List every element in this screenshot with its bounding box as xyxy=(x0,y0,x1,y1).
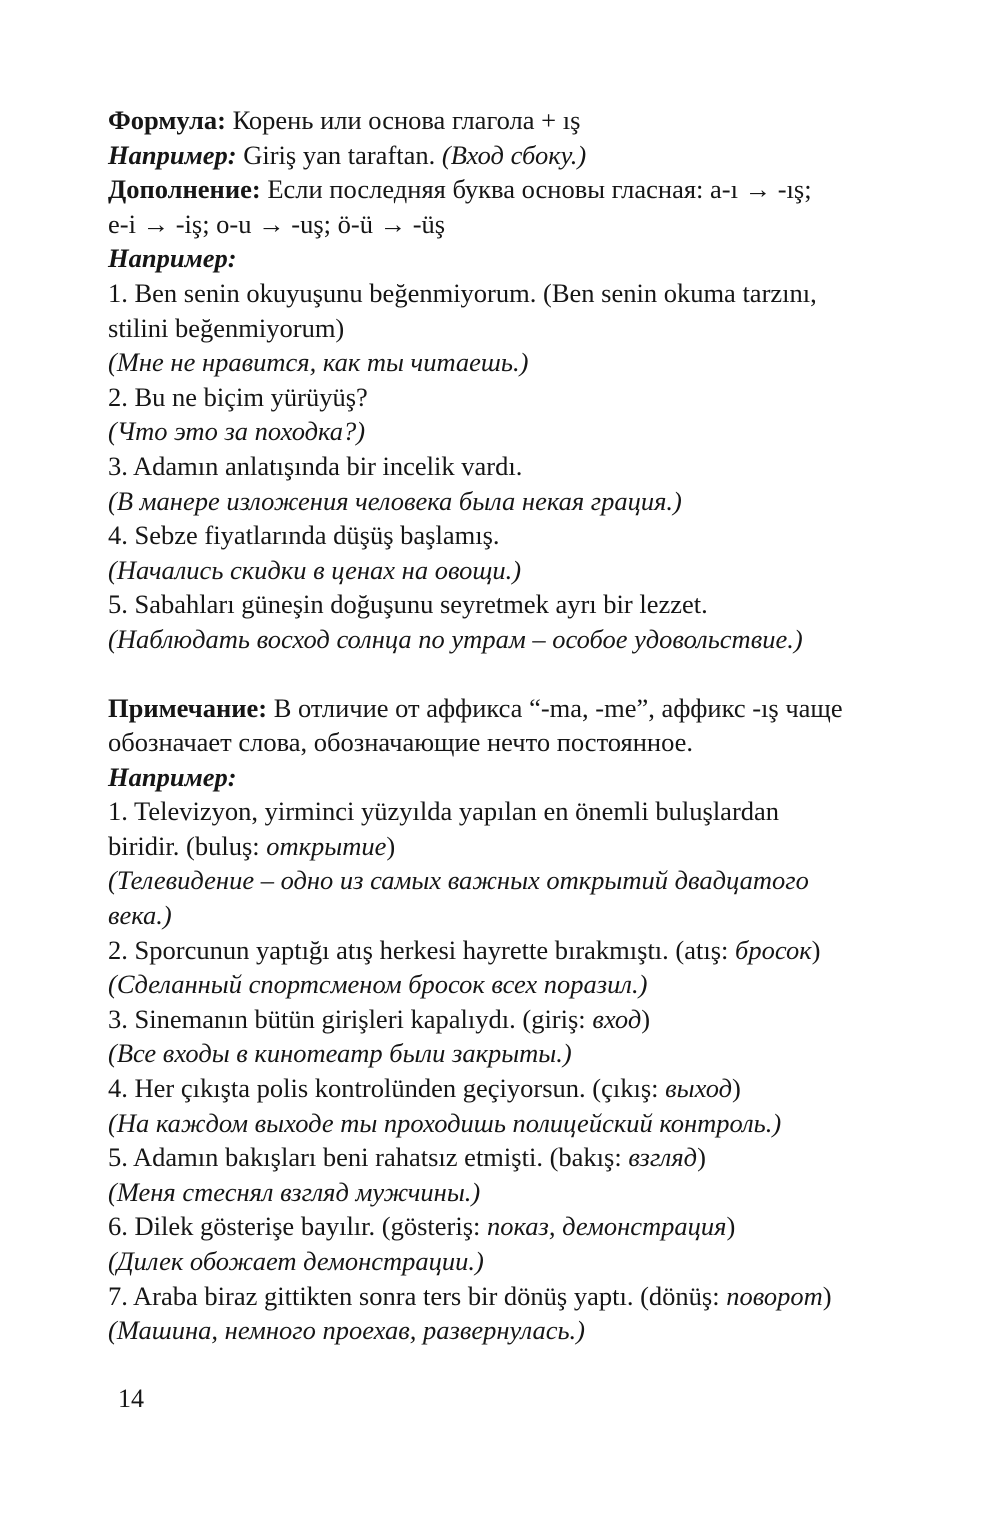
formula-line xyxy=(108,103,948,138)
example-1-ru: (Мне не нравится, как ты читаешь.) xyxy=(108,347,529,378)
note-example-1-tail: ) xyxy=(386,830,396,861)
note-example-1-tr-b xyxy=(108,829,948,864)
note-example-5-tail: ) xyxy=(697,1142,706,1173)
note-label: Примечание: xyxy=(108,692,268,723)
example-2-ru: (Что это за походка?) xyxy=(108,416,366,447)
note-example-1-ru-b: века.) xyxy=(108,900,172,931)
note-example-4-tr xyxy=(108,1071,948,1106)
addition-line-2: e-i → -iş; o-u → -uş; ö-ü → -üş xyxy=(108,208,446,239)
formula-text: Корень или основа глагола + ış xyxy=(225,105,581,135)
addition-text: Если последняя буква основы гласная: a-ı → -ış; xyxy=(260,174,812,205)
note-example-7-ru: (Машина, немного проехав, развернулась.) xyxy=(108,1315,585,1346)
page-number: 14 xyxy=(118,1384,144,1413)
note-example-2-tail: ) xyxy=(811,934,821,965)
note-example-2-ru: (Сделанный спортсменом бросок всех поразил.) xyxy=(108,969,648,1000)
example-3-ru: (В манере изложения человека была некая грация.) xyxy=(108,485,682,516)
note-example-7-tr-text: 7. Araba biraz gittikten sonra ters bir dönüş yaptı. (dönüş: xyxy=(108,1280,727,1311)
note-example-1-ru-a: (Телевидение – одно из самых важных открытий двадцатого xyxy=(108,865,809,896)
note-example-2-tr-text: 2. Sporcunun yaptığı atış herkesi hayrette bırakmıştı. (atış: xyxy=(108,934,736,965)
note-example-4-tr-text: 4. Her çıkışta polis kontrolünden geçiyorsun. (çıkış: xyxy=(108,1073,666,1104)
note-example-1-gloss: открытие xyxy=(266,830,387,861)
note-example-6-tail: ) xyxy=(726,1211,736,1242)
note-text: В отличие от аффикса “-ma, -me”, аффикс -ış чаще xyxy=(267,692,843,723)
example-5-tr: 5. Sabahları güneşin doğuşunu seyretmek ayrı bir lezzet. xyxy=(108,589,708,620)
examples-label: Например: xyxy=(108,243,237,274)
example-2-tr: 2. Bu ne biçim yürüyüş? xyxy=(108,381,368,412)
note-example-7-gloss: поворот xyxy=(726,1280,823,1311)
example-3-tr: 3. Adamın anlatışında bir incelik vardı. xyxy=(108,450,523,481)
note-example-1-tr-a: 1. Televizyon, yirminci yüzyılda yapılan en önemli buluşlardan xyxy=(108,796,780,827)
note-example-3-ru: (Все входы в кинотеатр были закрыты.) xyxy=(108,1038,572,1069)
note-line-2: обозначает слова, обозначающие нечто постоянное. xyxy=(108,727,694,758)
note-example-3-tail: ) xyxy=(641,1003,651,1034)
example-label: Например: xyxy=(108,139,237,170)
example-4-ru: (Начались скидки в ценах на овощи.) xyxy=(108,554,522,585)
example-4-tr: 4. Sebze fiyatlarında düşüş başlamış. xyxy=(108,520,500,551)
note-example-3-tr xyxy=(108,1002,948,1037)
note-example-6-gloss: показ, демонстрация xyxy=(487,1211,727,1242)
addition-line xyxy=(108,172,948,207)
note-example-4-gloss: выход xyxy=(665,1073,732,1104)
examples-label-2: Например: xyxy=(108,761,237,792)
example-text: Giriş yan taraftan. xyxy=(236,139,442,170)
note-example-4-ru: (На каждом выходе ты проходишь полицейский контроль.) xyxy=(108,1107,782,1138)
note-example-7-tail: ) xyxy=(822,1280,832,1311)
note-example-6-ru: (Дилек обожает демонстрации.) xyxy=(108,1246,484,1276)
note-example-2-gloss: бросок xyxy=(735,934,812,965)
section-gap xyxy=(108,657,948,691)
note-example-5-tr-text: 5. Adamın bakışları beni rahatsız etmişti. (bakış: xyxy=(108,1142,629,1173)
note-example-6-tr-text: 6. Dilek gösterişe bayılır. (gösteriş: xyxy=(108,1211,488,1242)
note-example-5-ru: (Меня стеснял взгляд мужчины.) xyxy=(108,1176,481,1207)
note-example-1-tr-text: biridir. (buluş: xyxy=(108,830,267,861)
example-translation: (Вход сбоку.) xyxy=(441,139,587,170)
note-example-3-gloss: вход xyxy=(592,1003,642,1034)
example-1-tr-b: stilini beğenmiyorum) xyxy=(108,312,345,343)
example-1-tr-a: 1. Ben senin okuyuşunu beğenmiyorum. (Ben senin okuma tarzını, xyxy=(108,277,817,308)
note-example-5-gloss: взгляд xyxy=(628,1142,698,1173)
note-example-6-tr xyxy=(108,1209,948,1244)
formula-label: Формула: xyxy=(108,105,226,135)
note-example-4-tail: ) xyxy=(732,1073,741,1104)
note-line xyxy=(108,691,948,726)
note-example-3-tr-text: 3. Sinemanın bütün girişleri kapalıydı. (giriş: xyxy=(108,1003,593,1034)
addition-label: Дополнение: xyxy=(108,174,261,205)
example-5-ru: (Наблюдать восход солнца по утрам – особое удовольствие.) xyxy=(108,623,803,654)
note-example-2-tr xyxy=(108,933,948,968)
note-example-7-tr xyxy=(108,1279,948,1314)
example-line xyxy=(108,138,948,173)
page-text xyxy=(108,103,948,1348)
note-example-5-tr xyxy=(108,1140,948,1175)
